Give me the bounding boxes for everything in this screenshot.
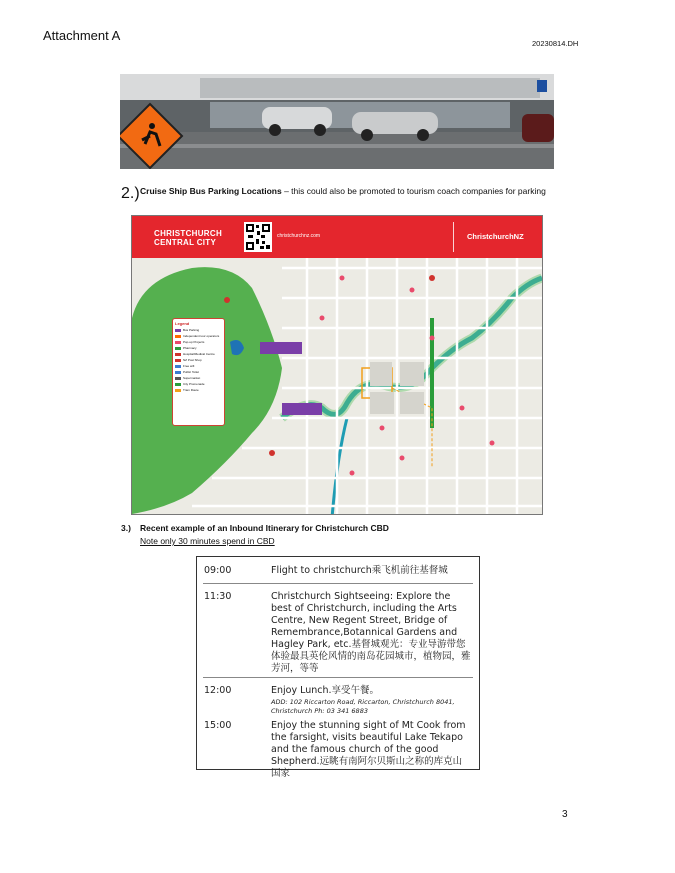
restaurant-address: ADD: 102 Riccarton Road, Riccarton, Christchurch 8041, Christchurch Ph: 03 341 6883 <box>271 698 455 715</box>
legend-swatch-icon <box>175 389 181 392</box>
itinerary-table <box>196 556 480 779</box>
legend-swatch-icon <box>175 371 181 374</box>
legend-swatch-icon <box>175 347 181 350</box>
map-legend <box>172 318 225 426</box>
itinerary-activity: Flight to christchurch乘飞机前往基督城 <box>271 565 448 576</box>
section-2-title: Cruise Ship Bus Parking Locations <box>140 186 282 196</box>
city-map <box>131 215 543 515</box>
map-url: christchurchnz.com <box>277 233 321 239</box>
section-number: 3.) <box>121 523 131 533</box>
legend-swatch-icon <box>175 353 181 356</box>
itinerary-time: 09:00 <box>204 565 232 576</box>
street-photo <box>120 74 554 169</box>
map-header <box>132 216 542 258</box>
legend-item <box>175 376 222 380</box>
itinerary-activity <box>271 685 471 716</box>
itinerary-time: 15:00 <box>204 720 232 731</box>
legend-label: Supermarket <box>183 376 201 380</box>
legend-item <box>175 346 222 350</box>
legend-label: Pop-up Projects <box>183 340 205 344</box>
legend-item <box>175 388 222 392</box>
legend-label: City Promenade <box>183 382 205 386</box>
legend-swatch-icon <box>175 341 181 344</box>
legend-title: Legend <box>175 321 190 326</box>
itinerary-activity: Enjoy the stunning sight of Mt Cook from the farsight, visits beautiful Lake Tekapo and the famous church of the good Shepherd.远眺有南阿尔贝斯山之称的库克山国家 <box>271 720 466 779</box>
legend-item <box>175 370 222 374</box>
legend-item <box>175 358 222 362</box>
legend-swatch-icon <box>175 359 181 362</box>
legend-label: Bus Parking <box>183 328 200 332</box>
attachment-label: Attachment A <box>43 28 121 43</box>
map-title-line1: CHRISTCHURCH <box>154 229 223 238</box>
itinerary-activity: Christchurch Sightseeing: Explore the best of Christchurch, including the Arts Centre, New Regent Street, Bridge of Remembrance,Botannical Gardens and Hagley Park, etc.基督城观光：专业导游带您体验最具英伦风情的南岛花园城市，植物园，雅芳河，等等 <box>271 591 471 674</box>
row-divider <box>203 583 473 584</box>
legend-swatch-icon <box>175 377 181 380</box>
legend-item <box>175 382 222 386</box>
page-number: 3 <box>562 809 568 820</box>
legend-label: Pharmacy <box>183 346 197 350</box>
qr-code-icon <box>244 222 272 252</box>
legend-label: Independent tour operators <box>183 334 220 338</box>
map-brand: ChristchurchNZ <box>467 232 524 241</box>
legend-item <box>175 328 222 332</box>
itinerary-time: 12:00 <box>204 685 232 696</box>
section-3-note: Note only 30 minutes spend in CBD <box>140 536 275 546</box>
legend-swatch-icon <box>175 365 181 368</box>
legend-item <box>175 334 222 338</box>
header-divider <box>453 222 454 252</box>
map-body <box>132 258 542 514</box>
legend-list <box>175 328 222 392</box>
itinerary-time: 11:30 <box>204 591 232 602</box>
legend-label: NZ Post Shop <box>183 358 202 362</box>
legend-item <box>175 352 222 356</box>
legend-swatch-icon <box>175 383 181 386</box>
section-number: 2.) <box>121 185 140 202</box>
legend-item <box>175 340 222 344</box>
document-reference: 20230814.DH <box>532 39 579 48</box>
legend-label: Tram Route <box>183 388 199 392</box>
section-3-title: Recent example of an Inbound Itinerary for Christchurch CBD <box>140 523 389 533</box>
section-2-paragraph <box>140 185 560 198</box>
legend-swatch-icon <box>175 335 181 338</box>
legend-label: Hospital/Medical Centre <box>183 352 215 356</box>
row-divider <box>203 677 473 678</box>
legend-swatch-icon <box>175 329 181 332</box>
activity-text: Enjoy Lunch.享受午餐。 <box>271 685 380 696</box>
legend-label: Free wifi <box>183 364 195 368</box>
legend-item <box>175 364 222 368</box>
map-title-line2: CENTRAL CITY <box>154 238 217 247</box>
section-2-description: – this could also be promoted to tourism coach companies for parking <box>281 186 546 196</box>
legend-label: Public Toilet <box>183 370 199 374</box>
